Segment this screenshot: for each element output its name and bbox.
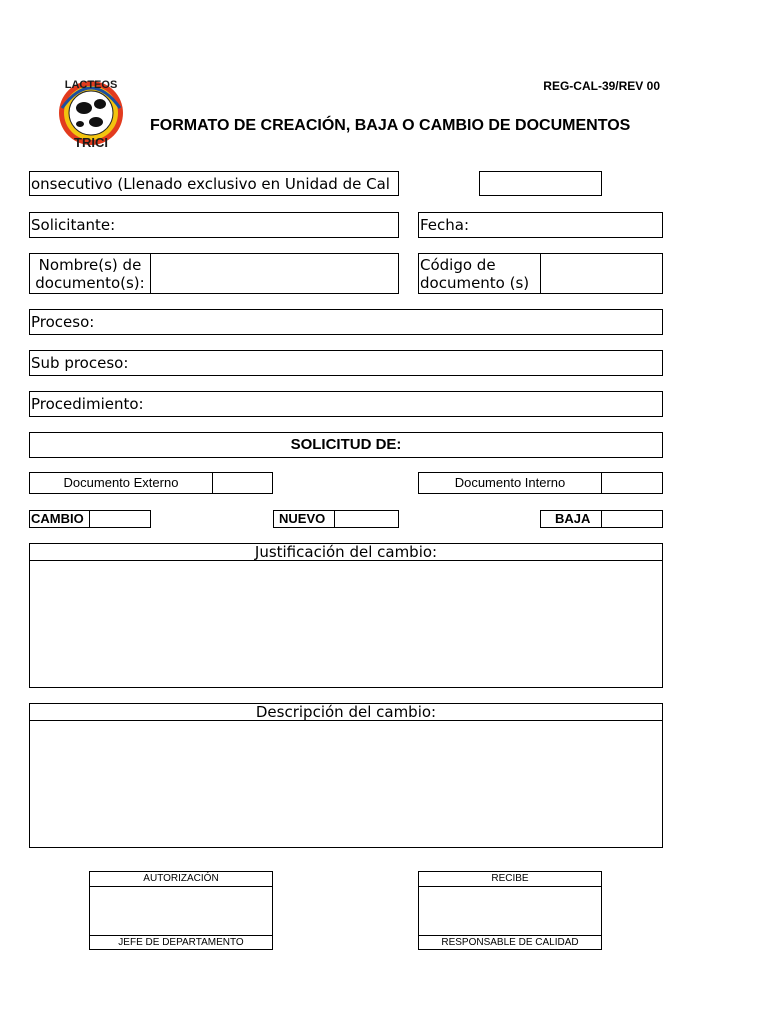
solicitante-field[interactable] — [29, 212, 399, 238]
codigo-label-line1: Código de — [420, 256, 496, 274]
fecha-field[interactable] — [418, 212, 663, 238]
documento-externo-label: Documento Externo — [29, 472, 213, 494]
documento-externo-checkbox[interactable] — [212, 472, 273, 494]
descripcion-textarea[interactable] — [29, 720, 663, 848]
autorizacion-header: AUTORIZACIÓN — [89, 871, 273, 887]
cambio-checkbox[interactable] — [89, 510, 151, 528]
logo-top-text: LACTEOS — [64, 79, 118, 91]
recibe-signature-box[interactable] — [418, 886, 602, 936]
baja-label: BAJA — [540, 510, 602, 528]
jefe-departamento-label: JEFE DE DEPARTAMENTO — [89, 935, 273, 950]
justificacion-textarea[interactable] — [29, 560, 663, 688]
sub-proceso-label: Sub proceso: — [31, 354, 129, 372]
documento-interno-checkbox[interactable] — [601, 472, 663, 494]
procedimiento-field[interactable] — [29, 391, 663, 417]
sub-proceso-field[interactable] — [29, 350, 663, 376]
nombre-label-line2: documento(s): — [35, 274, 145, 292]
consecutivo-label: onsecutivo (Llenado exclusivo en Unidad de Cal — [29, 171, 399, 196]
procedimiento-label: Procedimiento: — [31, 395, 144, 413]
autorizacion-signature-box[interactable] — [89, 886, 273, 936]
codigo-documento-input[interactable] — [540, 253, 663, 294]
descripcion-title: Descripción del cambio: — [29, 703, 663, 721]
proceso-field[interactable] — [29, 309, 663, 335]
codigo-label-line2: documento (s) — [420, 274, 530, 292]
solicitante-label: Solicitante: — [31, 216, 116, 234]
fecha-label: Fecha: — [420, 216, 470, 234]
company-logo — [50, 70, 132, 152]
document-code: REG-CAL-39/REV 00 — [543, 79, 660, 93]
logo-bottom-text: TRICI — [74, 135, 108, 150]
cambio-label: CAMBIO — [29, 510, 90, 528]
recibe-header: RECIBE — [418, 871, 602, 887]
documento-interno-label: Documento Interno — [418, 472, 602, 494]
logo-emblem — [50, 70, 132, 152]
baja-checkbox[interactable] — [601, 510, 663, 528]
nuevo-checkbox[interactable] — [334, 510, 399, 528]
proceso-label: Proceso: — [31, 313, 95, 331]
page-title: FORMATO DE CREACIÓN, BAJA O CAMBIO DE DOCUMENTOS — [150, 117, 631, 134]
nombre-documento-input[interactable] — [150, 253, 399, 294]
justificacion-title: Justificación del cambio: — [29, 543, 663, 561]
solicitud-header: SOLICITUD DE: — [29, 432, 663, 458]
consecutivo-input[interactable] — [479, 171, 602, 196]
codigo-documento-label — [418, 253, 541, 294]
nombre-documento-label — [29, 253, 151, 294]
nuevo-label: NUEVO — [273, 510, 335, 528]
nombre-label-line1: Nombre(s) de — [38, 256, 142, 274]
responsable-calidad-label: RESPONSABLE DE CALIDAD — [418, 935, 602, 950]
